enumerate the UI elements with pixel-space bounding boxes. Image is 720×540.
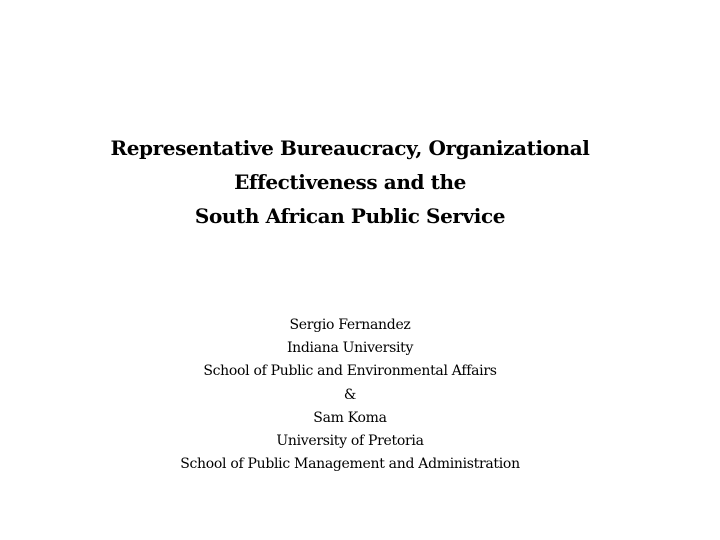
author-name-1: Sergio Fernandez [289, 317, 411, 333]
author-affiliation-1: Indiana University [286, 340, 414, 357]
author-affiliation-2: University of Pretoria [276, 433, 424, 450]
author-block [40, 314, 660, 476]
author-name-2: Sam Koma [313, 409, 387, 426]
author-school-2: School of Public Management and Administration [180, 456, 520, 473]
title-line-1: Representative Bureaucracy, Organizational [110, 136, 590, 160]
slide-title [40, 131, 660, 233]
author-separator: & [343, 386, 357, 403]
title-line-3: South African Public Service [194, 204, 506, 228]
author-school-1: School of Public and Environmental Affairs [203, 363, 497, 380]
title-line-2: Effectiveness and the [234, 170, 466, 194]
